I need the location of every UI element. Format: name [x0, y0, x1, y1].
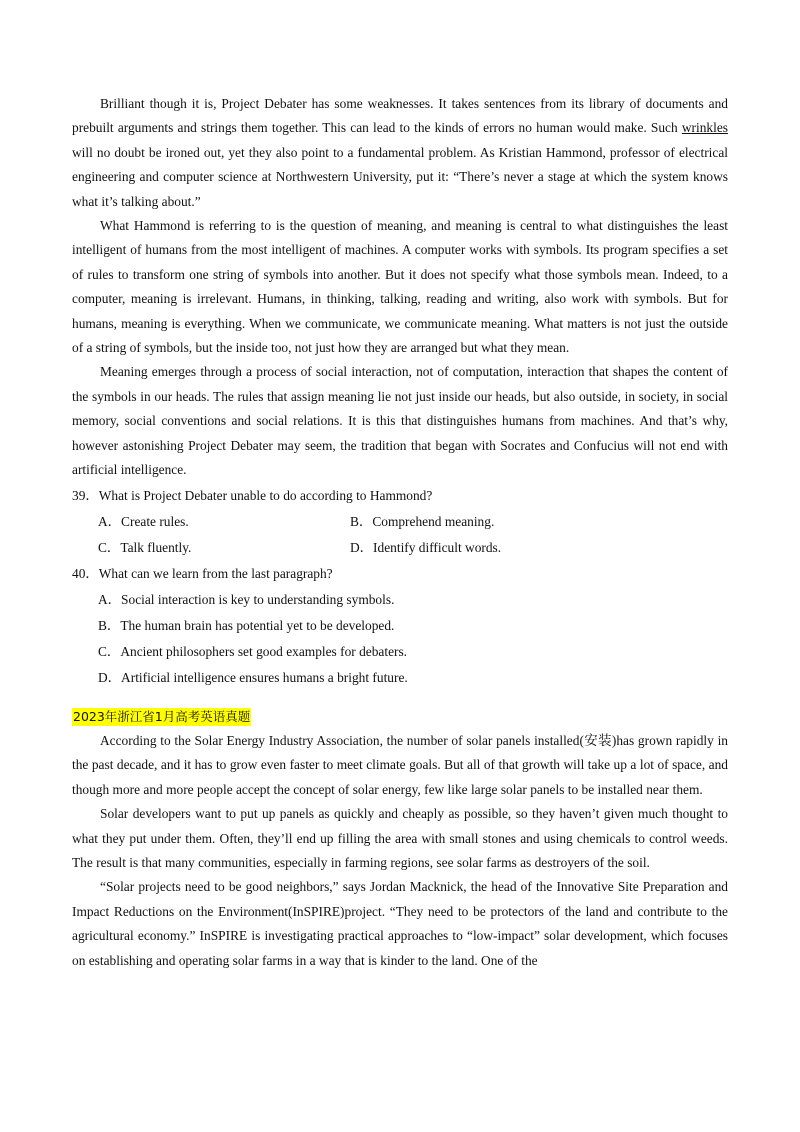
question-40-options: [72, 587, 728, 691]
question-40-option-c: C．Ancient philosophers set good examples for debaters.: [98, 643, 408, 659]
question-40-option-d: D．Artificial intelligence ensures humans a bright future.: [98, 669, 408, 685]
question-39-stem: 39．What is Project Debater unable to do according to Hammond?: [72, 487, 433, 503]
question-39-option-d: D．Identify difficult words.: [350, 539, 502, 555]
passage1-paragraph-2: What Hammond is referring to is the question of meaning, and meaning is central to what distinguishes the least intelligent of humans from the most intelligent of machines. A computer works with symbols. Its program specifies a set of rules to transform one string of symbols into another. But it does not specify what those symbols mean. Indeed, to a computer, meaning is irrelevant. Humans, in thinking, talking, reading and writing, also work with symbols. But for humans, meaning is everything. When we communicate, we communicate meaning. What matters is not just the outside of a string of symbols, but the inside too, not just how they are arranged but what they mean.: [72, 218, 728, 356]
passage1-paragraph-1: [72, 92, 728, 214]
passage2-paragraph-1: According to the Solar Energy Industry Association, the number of solar panels installed(安装)has grown rapidly in the past decade, and it has to grow even faster to meet climate goals. But all of that growth will take up a lot of space, and though more and more people accept the concept of solar energy, few like large solar panels to be installed near them.: [72, 732, 728, 797]
passage1-p1-text-before: Brilliant though it is, Project Debater has some weaknesses. It takes sentences from its library of documents and prebuilt arguments and strings them together. This can lead to the kinds of errors no human would make. Such: [72, 96, 728, 136]
question-39-option-b: B．Comprehend meaning.: [350, 513, 495, 529]
passage2-paragraph-2: Solar developers want to put up panels as quickly and cheaply as possible, so they haven’t given much thought to what they put under them. Often, they’ll end up filling the area with small stones and using chemicals to control weeds. The result is that many communities, especially in farming regions, see solar farms as destroyers of the soil.: [72, 806, 728, 870]
question-39-option-c: C．Talk fluently.: [98, 539, 192, 555]
question-39-options: [72, 509, 728, 561]
exam-source-tag: 2023年浙江省1月高考英语真题: [73, 708, 251, 724]
question-40-option-b: B．The human brain has potential yet to be developed.: [98, 617, 395, 633]
section-spacer: [72, 691, 728, 705]
passage2-paragraph-3: “Solar projects need to be good neighbors,” says Jordan Macknick, the head of the Innovative Site Preparation and Impact Reductions on the Environment(InSPIRE)project. “They need to be protectors of the land and contribute to the agricultural economy.” InSPIRE is investigating practical approaches to “low-impact” solar development, which focuses on establishing and operating solar farms in a way that is kinder to the land. One of the: [72, 879, 728, 968]
question-40-stem: 40．What can we learn from the last paragraph?: [72, 565, 333, 581]
source-heading: [72, 705, 728, 729]
passage1-paragraph-3: Meaning emerges through a process of social interaction, not of computation, interaction that shapes the content of the symbols in our heads. The rules that assign meaning lie not just inside our heads, but also outside, in society, in social memory, social conventions and social relations. It is this that distinguishes humans from machines. And that’s why, however astonishing Project Debater may seem, the tradition that began with Socrates and Confucius will not end with artificial intelligence.: [72, 364, 728, 478]
question-39-option-a: A．Create rules.: [98, 513, 189, 529]
question-40: [72, 561, 728, 691]
passage1-p1-text-after: will no doubt be ironed out, yet they also point to a fundamental problem. As Kristian Hammond, professor of electrical engineering and computer science at Northwestern University, put it: “There’s never a stage at which the system knows what it’s talking about.”: [72, 144, 728, 209]
question-40-option-a: A．Social interaction is key to understanding symbols.: [98, 591, 395, 607]
document-page: [72, 92, 728, 973]
question-39: [72, 483, 728, 561]
underlined-word-wrinkles: wrinkles: [681, 120, 728, 136]
